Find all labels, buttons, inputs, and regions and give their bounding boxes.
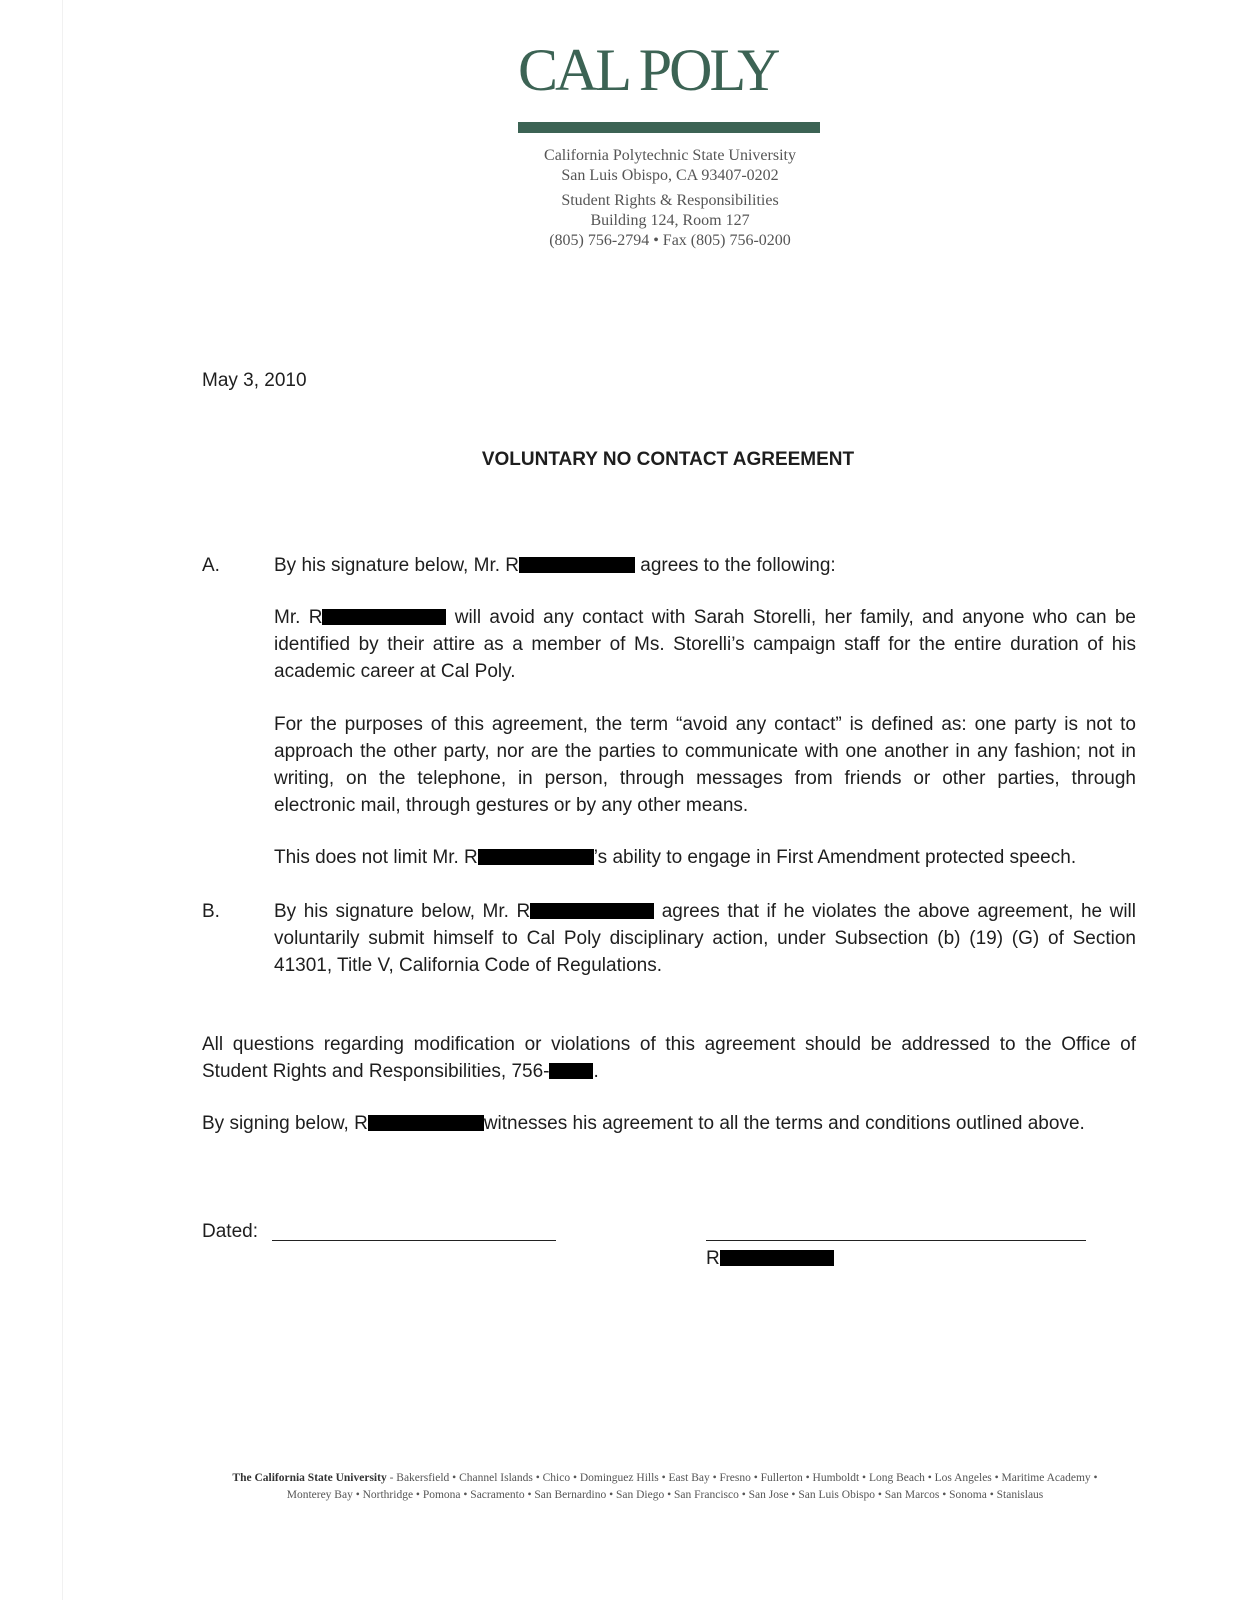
office-phone: (805) 756-2794 • Fax (805) 756-0200 <box>549 232 791 249</box>
section-a-paragraph-1: Mr. R will avoid any contact with Sarah Storelli, her family, and anyone who can be identified by their attire as a member of Ms. Storelli’s campaign staff for the entire duration of his academic career at Cal Poly. <box>274 607 1136 682</box>
dated-label: Dated: <box>202 1221 258 1242</box>
section-a-paragraph-3: This does not limit Mr. R ’s ability to engage in First Amendment protected speech. <box>274 847 1077 868</box>
redaction-bar <box>720 1250 834 1266</box>
questions-paragraph: All questions regarding modification or violations of this agreement should be addressed to the Office of Student Rights and Responsibilities, 756- . <box>202 1034 1136 1082</box>
redaction-bar <box>530 903 654 919</box>
witness-paragraph: By signing below, R witnesses his agreement to all the terms and conditions outlined above. <box>202 1113 1085 1134</box>
signer-name: R <box>706 1245 834 1272</box>
section-b-paragraph: By his signature below, Mr. R agrees that if he violates the above agreement, he will voluntarily submit himself to Cal Poly disciplinary action, under Subsection (b) (19) (G) of Section 41301, Title V, California Code of Regulations. <box>274 901 1136 976</box>
campus-list-line-1: - Bakersfield • Channel Islands • Chico • Dominguez Hills • East Bay • Fresno • Fullerton • Humboldt • Long Beach • Los Angeles • Maritime Academy • <box>386 1472 1098 1484</box>
campus-list-line-2: Monterey Bay • Northridge • Pomona • Sacramento • San Bernardino • San Diego • San Francisco • San Jose • San Luis Obispo • San Marcos • Sonoma • Stanislaus <box>286 1489 1044 1501</box>
section-a-marker: A. <box>202 555 220 576</box>
university-name: California Polytechnic State University <box>544 147 796 164</box>
scan-edge <box>62 0 63 1600</box>
university-city: San Luis Obispo, CA 93407-0202 <box>561 167 779 184</box>
redaction-bar <box>368 1115 484 1131</box>
office-room: Building 124, Room 127 <box>590 212 750 229</box>
csu-name: The California State University <box>232 1472 387 1484</box>
redaction-bar <box>478 849 594 865</box>
signature-line <box>706 1240 1086 1241</box>
logo-underline-bar <box>518 122 820 133</box>
document-title: VOLUNTARY NO CONTACT AGREEMENT <box>481 449 855 470</box>
redaction-bar <box>519 557 635 573</box>
redaction-bar <box>322 609 446 625</box>
redaction-bar <box>549 1063 593 1079</box>
section-a-intro: By his signature below, Mr. R agrees to the following: <box>274 555 836 576</box>
date-signature-line <box>272 1240 556 1241</box>
letterhead-address <box>460 146 880 251</box>
office-name: Student Rights & Responsibilities <box>561 192 779 209</box>
section-b-marker: B. <box>202 901 220 922</box>
section-a-paragraph-2: For the purposes of this agreement, the term “avoid any contact” is defined as: one party is not to approach the other party, nor are the parties to communicate with one another in any fashion; not in writing, on the telephone, in person, through messages from friends or other parties, through electronic mail, through gestures or by any other means. <box>274 714 1136 816</box>
csu-campus-footer <box>140 1470 1190 1504</box>
letter-date: May 3, 2010 <box>202 370 307 391</box>
cal-poly-logo: CAL POLY <box>518 37 778 103</box>
